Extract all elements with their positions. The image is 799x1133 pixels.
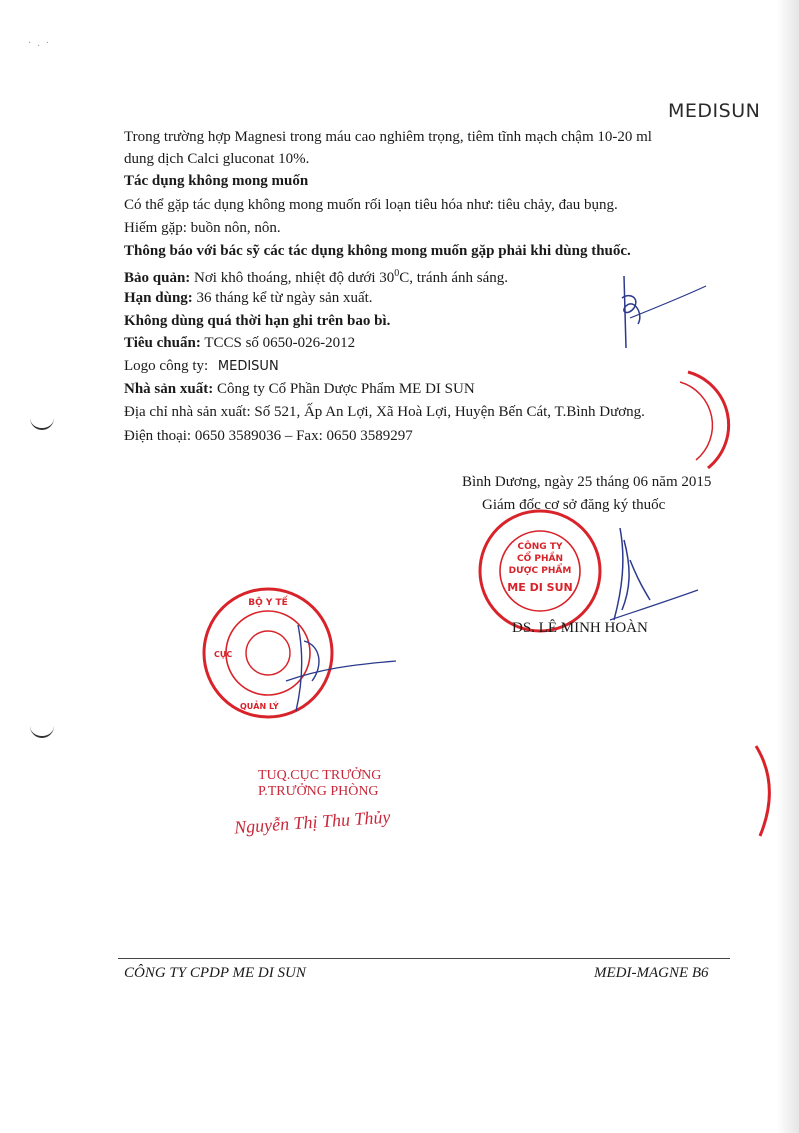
punch-hole-bottom xyxy=(30,724,54,738)
storage-degree: 0 xyxy=(394,268,400,279)
ministry-stamp-left: CỤC xyxy=(214,650,233,659)
punch-hole-top xyxy=(30,416,54,430)
company-stamp-line-1: CÔNG TY xyxy=(517,542,563,552)
footer-product: MEDI-MAGNE B6 xyxy=(594,965,709,981)
storage-value-suffix: C, tránh ánh sáng. xyxy=(399,270,508,286)
company-logo-inline: MEDISUN xyxy=(217,359,279,374)
storage-value: Nơi khô thoáng, nhiệt độ dưới 30 xyxy=(194,270,395,286)
header-brand-logo: MEDISUN xyxy=(668,100,761,122)
body-line: Có thể gặp tác dụng không mong muốn rối loạn tiêu hóa như: tiêu chảy, đau bụng. xyxy=(124,197,618,213)
signature-date-line: Bình Dương, ngày 25 tháng 06 năm 2015 xyxy=(462,474,712,490)
scan-specks: ·.· xyxy=(28,38,56,49)
section-heading-do-not-use: Không dùng quá thời hạn ghi trên bao bì. xyxy=(124,313,391,329)
storage-label: Bảo quản: xyxy=(124,270,191,286)
logo-label: Logo công ty: xyxy=(124,358,209,374)
director-signature xyxy=(600,520,700,630)
expiry-line xyxy=(124,289,373,307)
expiry-label: Hạn dùng: xyxy=(124,290,193,306)
company-stamp xyxy=(468,505,618,635)
standard-value: TCCS số 0650-026-2012 xyxy=(204,335,356,351)
expiry-value: 36 tháng kể từ ngày sản xuất. xyxy=(196,290,373,306)
partial-stamp-right xyxy=(668,368,738,478)
storage-line xyxy=(124,265,508,287)
body-line: Trong trường hợp Magnesi trong máu cao nghiêm trọng, tiêm tĩnh mạch chậm 10-20 ml xyxy=(124,129,652,145)
footer-company: CÔNG TY CPDP ME DI SUN xyxy=(124,965,306,981)
approval-line-2: P.TRƯỞNG PHÒNG xyxy=(258,784,379,799)
manufacturer-value: Công ty Cổ Phần Dược Phẩm ME DI SUN xyxy=(216,381,475,397)
standard-line xyxy=(124,334,355,352)
ministry-stamp-top: BỘ Y TẾ xyxy=(248,598,288,608)
ministry-stamp-bottom: QUẢN LÝ xyxy=(240,702,279,711)
footer-divider xyxy=(118,958,730,959)
approval-line-1: TUQ.CỤC TRƯỞNG xyxy=(258,768,382,783)
scan-edge-shadow xyxy=(777,0,799,1133)
company-stamp-line-4: ME DI SUN xyxy=(507,581,573,594)
signature-title: Giám đốc cơ sở đăng ký thuốc xyxy=(482,497,666,513)
manufacturer-line xyxy=(124,380,475,398)
signer-name: DS. LÊ MINH HOÀN xyxy=(512,620,648,636)
initial-signature xyxy=(600,268,710,358)
edge-red-mark xyxy=(748,742,778,842)
body-line: Hiếm gặp: buồn nôn, nôn. xyxy=(124,220,281,236)
company-stamp-line-2: CỔ PHẦN xyxy=(516,554,564,564)
body-line: dung dịch Calci gluconat 10%. xyxy=(124,151,310,167)
section-heading-notify-doctor: Thông báo với bác sỹ các tác dụng không mong muốn gặp phải khi dùng thuốc. xyxy=(124,243,631,259)
logo-line xyxy=(124,357,279,376)
manufacturer-label: Nhà sản xuất: xyxy=(124,381,214,397)
ministry-stamp xyxy=(200,585,400,725)
section-heading-side-effects: Tác dụng không mong muốn xyxy=(124,173,309,189)
phone-line: Điện thoại: 0650 3589036 – Fax: 0650 3589297 xyxy=(124,428,413,444)
company-stamp-line-3: DƯỢC PHẨM xyxy=(508,566,572,576)
standard-label: Tiêu chuẩn: xyxy=(124,335,201,351)
approval-signer-name: Nguyễn Thị Thu Thủy xyxy=(233,806,391,838)
address-line: Địa chỉ nhà sản xuất: Số 521, Ấp An Lợi, Xã Hoà Lợi, Huyện Bến Cát, T.Bình Dương. xyxy=(124,404,645,420)
